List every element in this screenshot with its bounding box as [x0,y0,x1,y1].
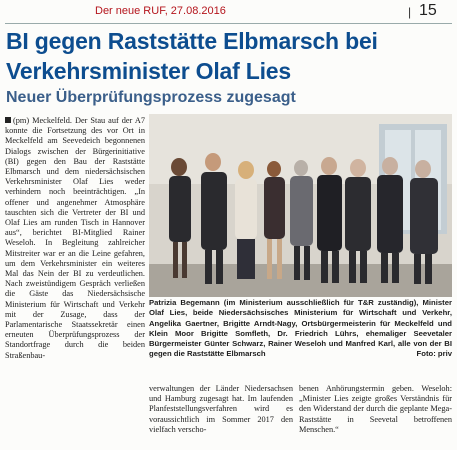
photo-credit: Foto: priv [416,349,452,359]
body-column-right: benen Anhörungstermin geben. Weseloh: „Minister Lies zeigte großes Verständnis für den Widerstand der durch die geplante Mega-Raststätte in Seevetal betroffenen Menschen.“ [299,384,452,434]
body-column-middle: verwaltungen der Länder Niedersachsen und Hamburg zugesagt hat. Im laufenden Planfeststellungsverfahren wird es voraussichtlich im Sommer 2017 den vielfach verscho- [149,384,293,434]
header-separator: | [408,5,412,19]
photo-caption [149,298,452,360]
caption-text: Patrizia Begemann (im Ministerium ausschließlich für T&R zuständig), Minister Olaf Lies, beide Niedersächsisches Ministerium für Wirtschaft und Verkehr, Angelika Gaertner, Brigitte Arndt-Nagy, Ortsbürgermeisterin für Meckelfeld und Klein Moor Brigitte Somfleth, Dr. Friedrich Lührs, ehemaliger Seevetaler Bürgermeister Günter Schwarz, Rainer Weseloh und Manfred Karl, alle von der BI gegen die Raststätte Elbmarsch [149,298,452,359]
header-rule [5,23,452,24]
body-text-left: (pm) Meckelfeld. Der Stau auf der A7 konnte die Fortsetzung des vor Ort in Meckelfeld am Seevedeich begonnenen Dialogs zwischen der Bürgerinitiative (BI) gegen den Bau der Raststätte Elbmarsch und dem niedersächsischen Verkehrsminister Olaf Lies weder verhindern noch beeinträchtigen. „In offener und angenehmer Atmosphäre tauschten sich die Vertreter der BI und Olaf Lies am runden Tisch in Hannover aus“, berichtet BI-Mitglied Rainer Weseloh. In Begleitung zahlreicher Mitstreiter war er an die Leine gefahren, um dem Verkehrsminister ein weiteres Mal das Nein der BI zu verdeutlichen. Nach zweistündigem Gespräch verließen die Gäste das Niedersächsische Ministerium für Wirtschaft und Verkehr mit der Zusage, dass der Parlamentarische Staatssekretär einen erneuten Überprüfungsprozess der Standortfrage durch die beiden Straßenbau- [5,116,145,360]
body-column-left [5,116,145,450]
lead-bullet [5,117,11,123]
article-subheadline: Neuer Überprüfungsprozess zugesagt [6,89,296,106]
page-number: 15 [419,2,437,19]
article-headline: BI gegen Raststätte Elbmarsch bei Verkehrsminister Olaf Lies [6,28,378,84]
group-photo-illustration [149,114,452,297]
article-photo [149,114,452,297]
publication-date: Der neue RUF, 27.08.2016 [95,5,226,17]
